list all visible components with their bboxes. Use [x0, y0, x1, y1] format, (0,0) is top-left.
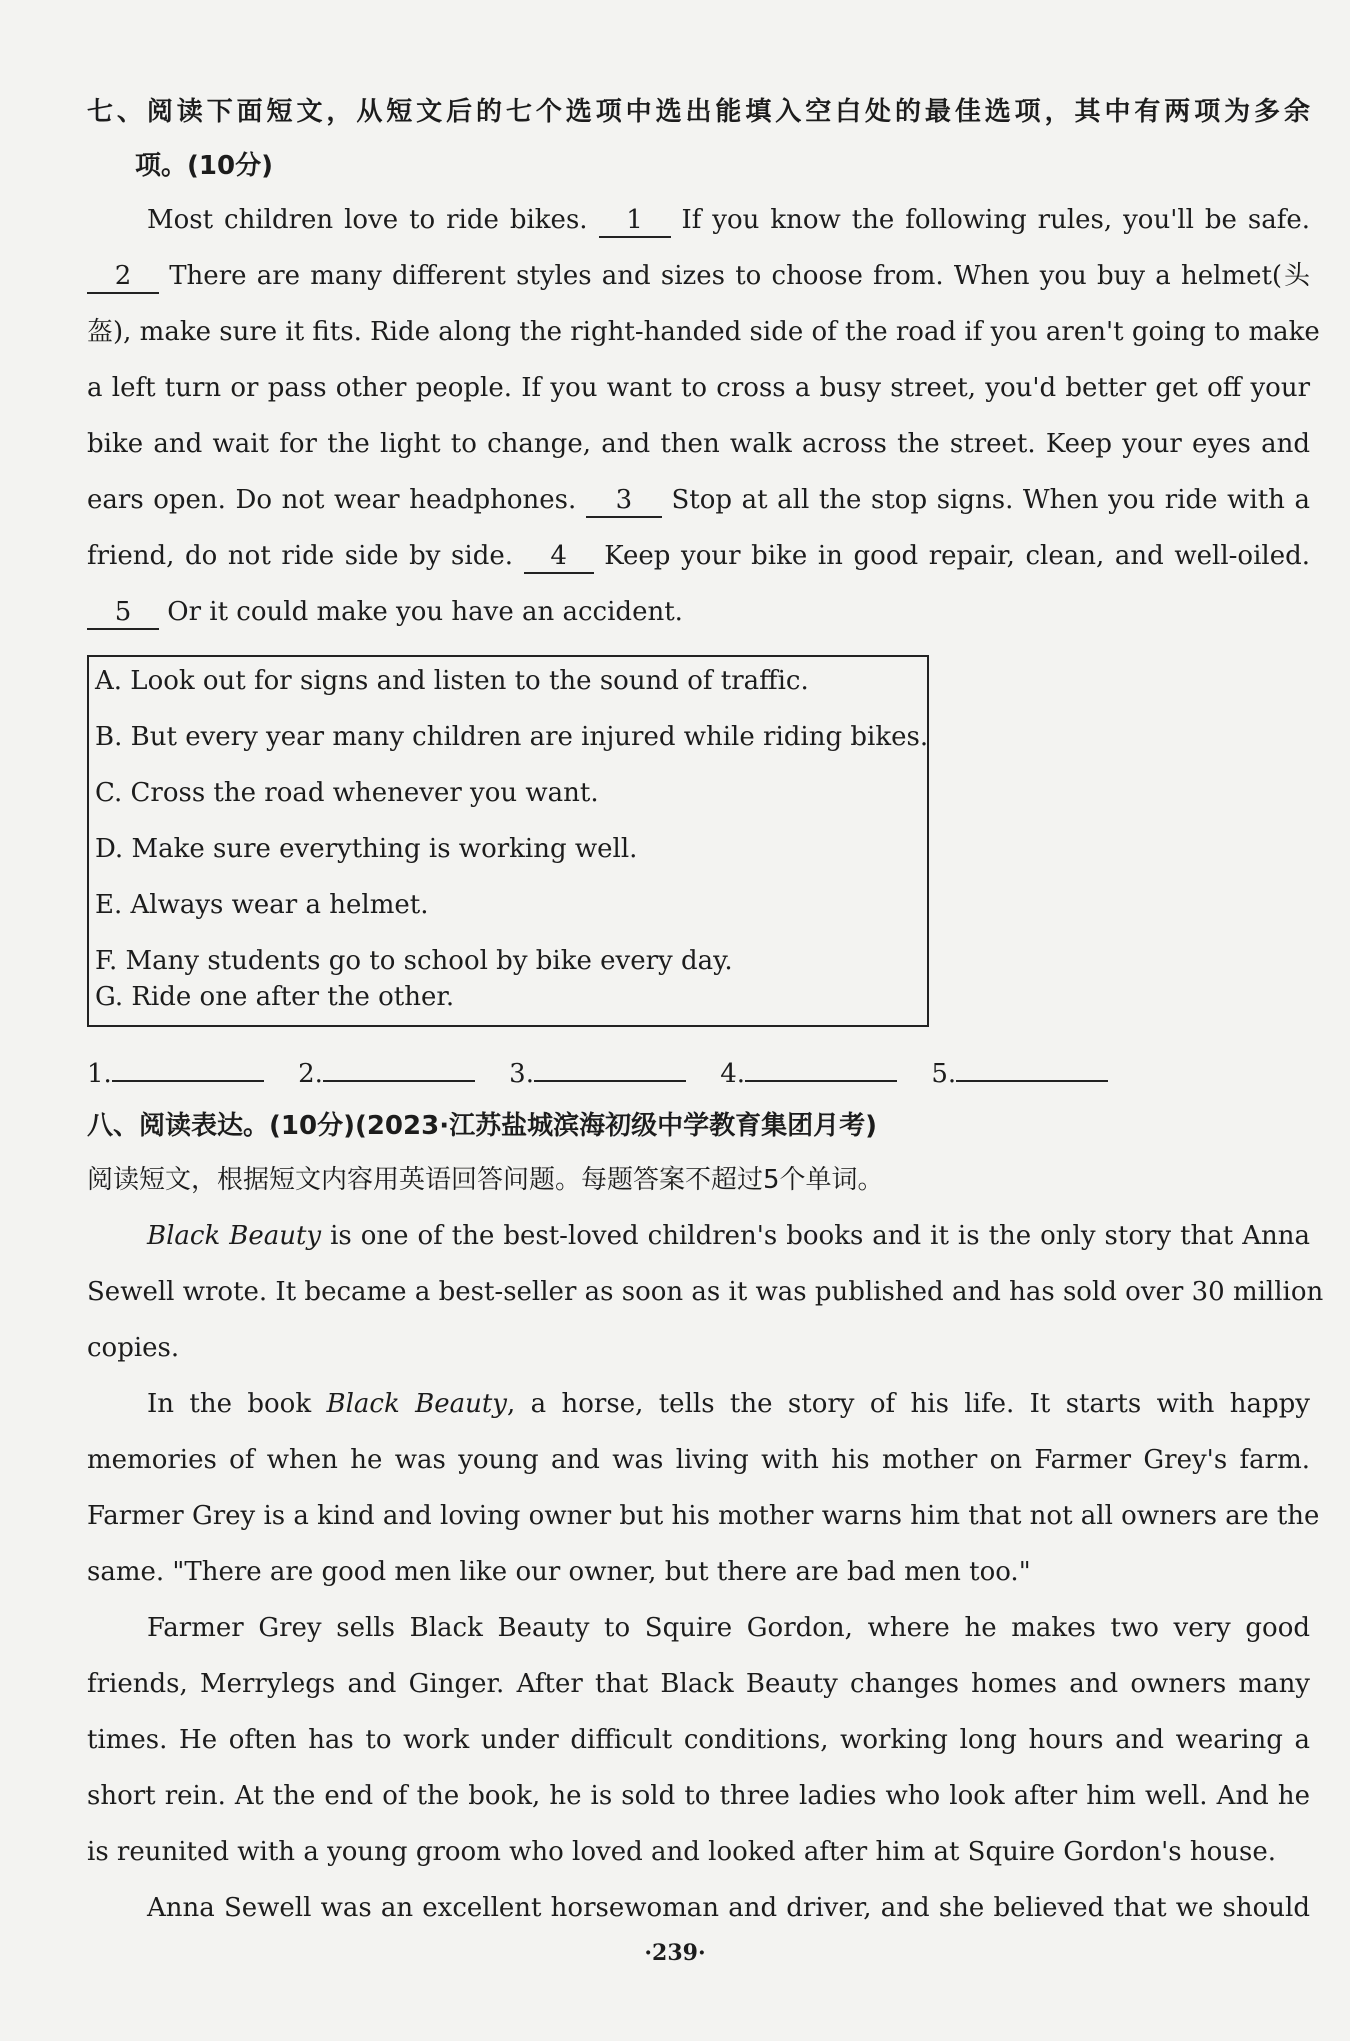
p3-line-2: friends, Merrylegs and Ginger. After that Black Beauty changes homes and owners many [87, 1669, 1310, 1699]
passage-text: In the book [147, 1389, 327, 1419]
passage-text: ears open. Do not wear headphones. [87, 485, 577, 515]
passage-text: Or it could make you have an accident. [167, 597, 683, 627]
answer-slot-3[interactable] [509, 1052, 686, 1094]
p3-line-5: is reunited with a young groom who loved and looked after him at Squire Gordon's house. [87, 1837, 1277, 1867]
option-d: D. Make sure everything is working well. [95, 834, 638, 864]
passage-line-7 [87, 536, 1310, 576]
answer-label: 3. [509, 1059, 534, 1089]
blank-2: 2 [87, 260, 159, 294]
book-title: Black Beauty [147, 1221, 322, 1251]
option-e: E. Always wear a helmet. [95, 890, 429, 920]
answer-label: 2. [298, 1059, 323, 1089]
passage-text: Most children love to ride bikes. [147, 205, 588, 235]
answer-label: 5. [931, 1059, 957, 1089]
options-box [87, 655, 929, 1027]
p1-line-1 [147, 1216, 1310, 1256]
answer-slot-1[interactable] [87, 1052, 264, 1094]
passage-line-2 [87, 256, 1310, 296]
section8-instruction: 阅读短文，根据短文内容用英语回答问题。每题答案不超过5个单词。 [87, 1165, 884, 1195]
answer-label: 4. [720, 1059, 746, 1089]
passage-line-8 [87, 592, 1310, 632]
answer-blank[interactable] [956, 1052, 1108, 1082]
p2-line-3: Farmer Grey is a kind and loving owner but his mother warns him that not all owners are the [87, 1501, 1320, 1531]
p2-line-4: same. "There are good men like our owner, but there are bad men too." [87, 1557, 1031, 1587]
p3-line-3: times. He often has to work under difficult conditions, working long hours and wearing a [87, 1725, 1310, 1755]
blank-4: 4 [524, 540, 594, 574]
passage-text: If you know the following rules, you'll be safe. [681, 205, 1311, 235]
answer-slot-5[interactable] [931, 1052, 1108, 1094]
blank-1: 1 [599, 204, 671, 238]
option-a: A. Look out for signs and listen to the sound of traffic. [95, 666, 809, 696]
answer-blank[interactable] [745, 1052, 897, 1082]
passage-text: friend, do not ride side by side. [87, 541, 513, 571]
passage-line-5: bike and wait for the light to change, and then walk across the street. Keep your eyes and [87, 429, 1310, 459]
p3-line-1: Farmer Grey sells Black Beauty to Squire Gordon, where he makes two very good [147, 1613, 1310, 1643]
passage-line-6 [87, 480, 1310, 520]
answer-row [87, 1052, 1134, 1094]
answer-label: 1. [87, 1059, 112, 1089]
passage-text: Stop at all the stop signs. When you ride with a [671, 485, 1311, 515]
book-title: Black Beauty [326, 1389, 507, 1419]
p1-line-3: copies. [87, 1333, 180, 1363]
option-b: B. But every year many children are injured while riding bikes. [95, 722, 929, 752]
blank-5: 5 [87, 596, 159, 630]
passage-text: There are many different styles and sizes to choose from. When you buy a helmet(头 [169, 261, 1311, 291]
p1-line-2: Sewell wrote. It became a best-seller as soon as it was published and has sold over 30 million [87, 1277, 1324, 1307]
passage-line-3: 盔), make sure it fits. Ride along the right-handed side of the road if you aren't going to make [87, 317, 1320, 347]
section7-heading-line1: 七、阅读下面短文，从短文后的七个选项中选出能填入空白处的最佳选项，其中有两项为多余 [87, 97, 1310, 127]
blank-3: 3 [586, 484, 662, 518]
p3-line-4: short rein. At the end of the book, he is sold to three ladies who look after him well. And he [87, 1781, 1310, 1811]
answer-blank[interactable] [323, 1052, 475, 1082]
passage-line-4: a left turn or pass other people. If you want to cross a busy street, you'd better get off your [87, 373, 1310, 403]
section8-heading: 八、阅读表达。(10分)(2023·江苏盐城滨海初级中学教育集团月考) [87, 1111, 877, 1141]
passage-text: , a horse, tells the story of his life. It starts with happy [506, 1389, 1310, 1419]
p4-line-1: Anna Sewell was an excellent horsewoman and driver, and she believed that we should [147, 1893, 1310, 1923]
page-number: ·239· [644, 1940, 706, 1966]
option-f: F. Many students go to school by bike every day. [95, 946, 733, 976]
section7-heading-line2: 项。(10分) [135, 151, 273, 181]
passage-text: Keep your bike in good repair, clean, and well-oiled. [604, 541, 1311, 571]
p2-line-1 [147, 1384, 1310, 1424]
answer-blank[interactable] [112, 1052, 264, 1082]
passage-text: is one of the best-loved children's books and it is the only story that Anna [321, 1221, 1310, 1251]
option-c: C. Cross the road whenever you want. [95, 778, 599, 808]
passage-line-1 [147, 200, 1310, 240]
p2-line-2: memories of when he was young and was living with his mother on Farmer Grey's farm. [87, 1445, 1310, 1475]
answer-blank[interactable] [534, 1052, 686, 1082]
option-g: G. Ride one after the other. [95, 982, 455, 1012]
answer-slot-4[interactable] [720, 1052, 897, 1094]
answer-slot-2[interactable] [298, 1052, 475, 1094]
